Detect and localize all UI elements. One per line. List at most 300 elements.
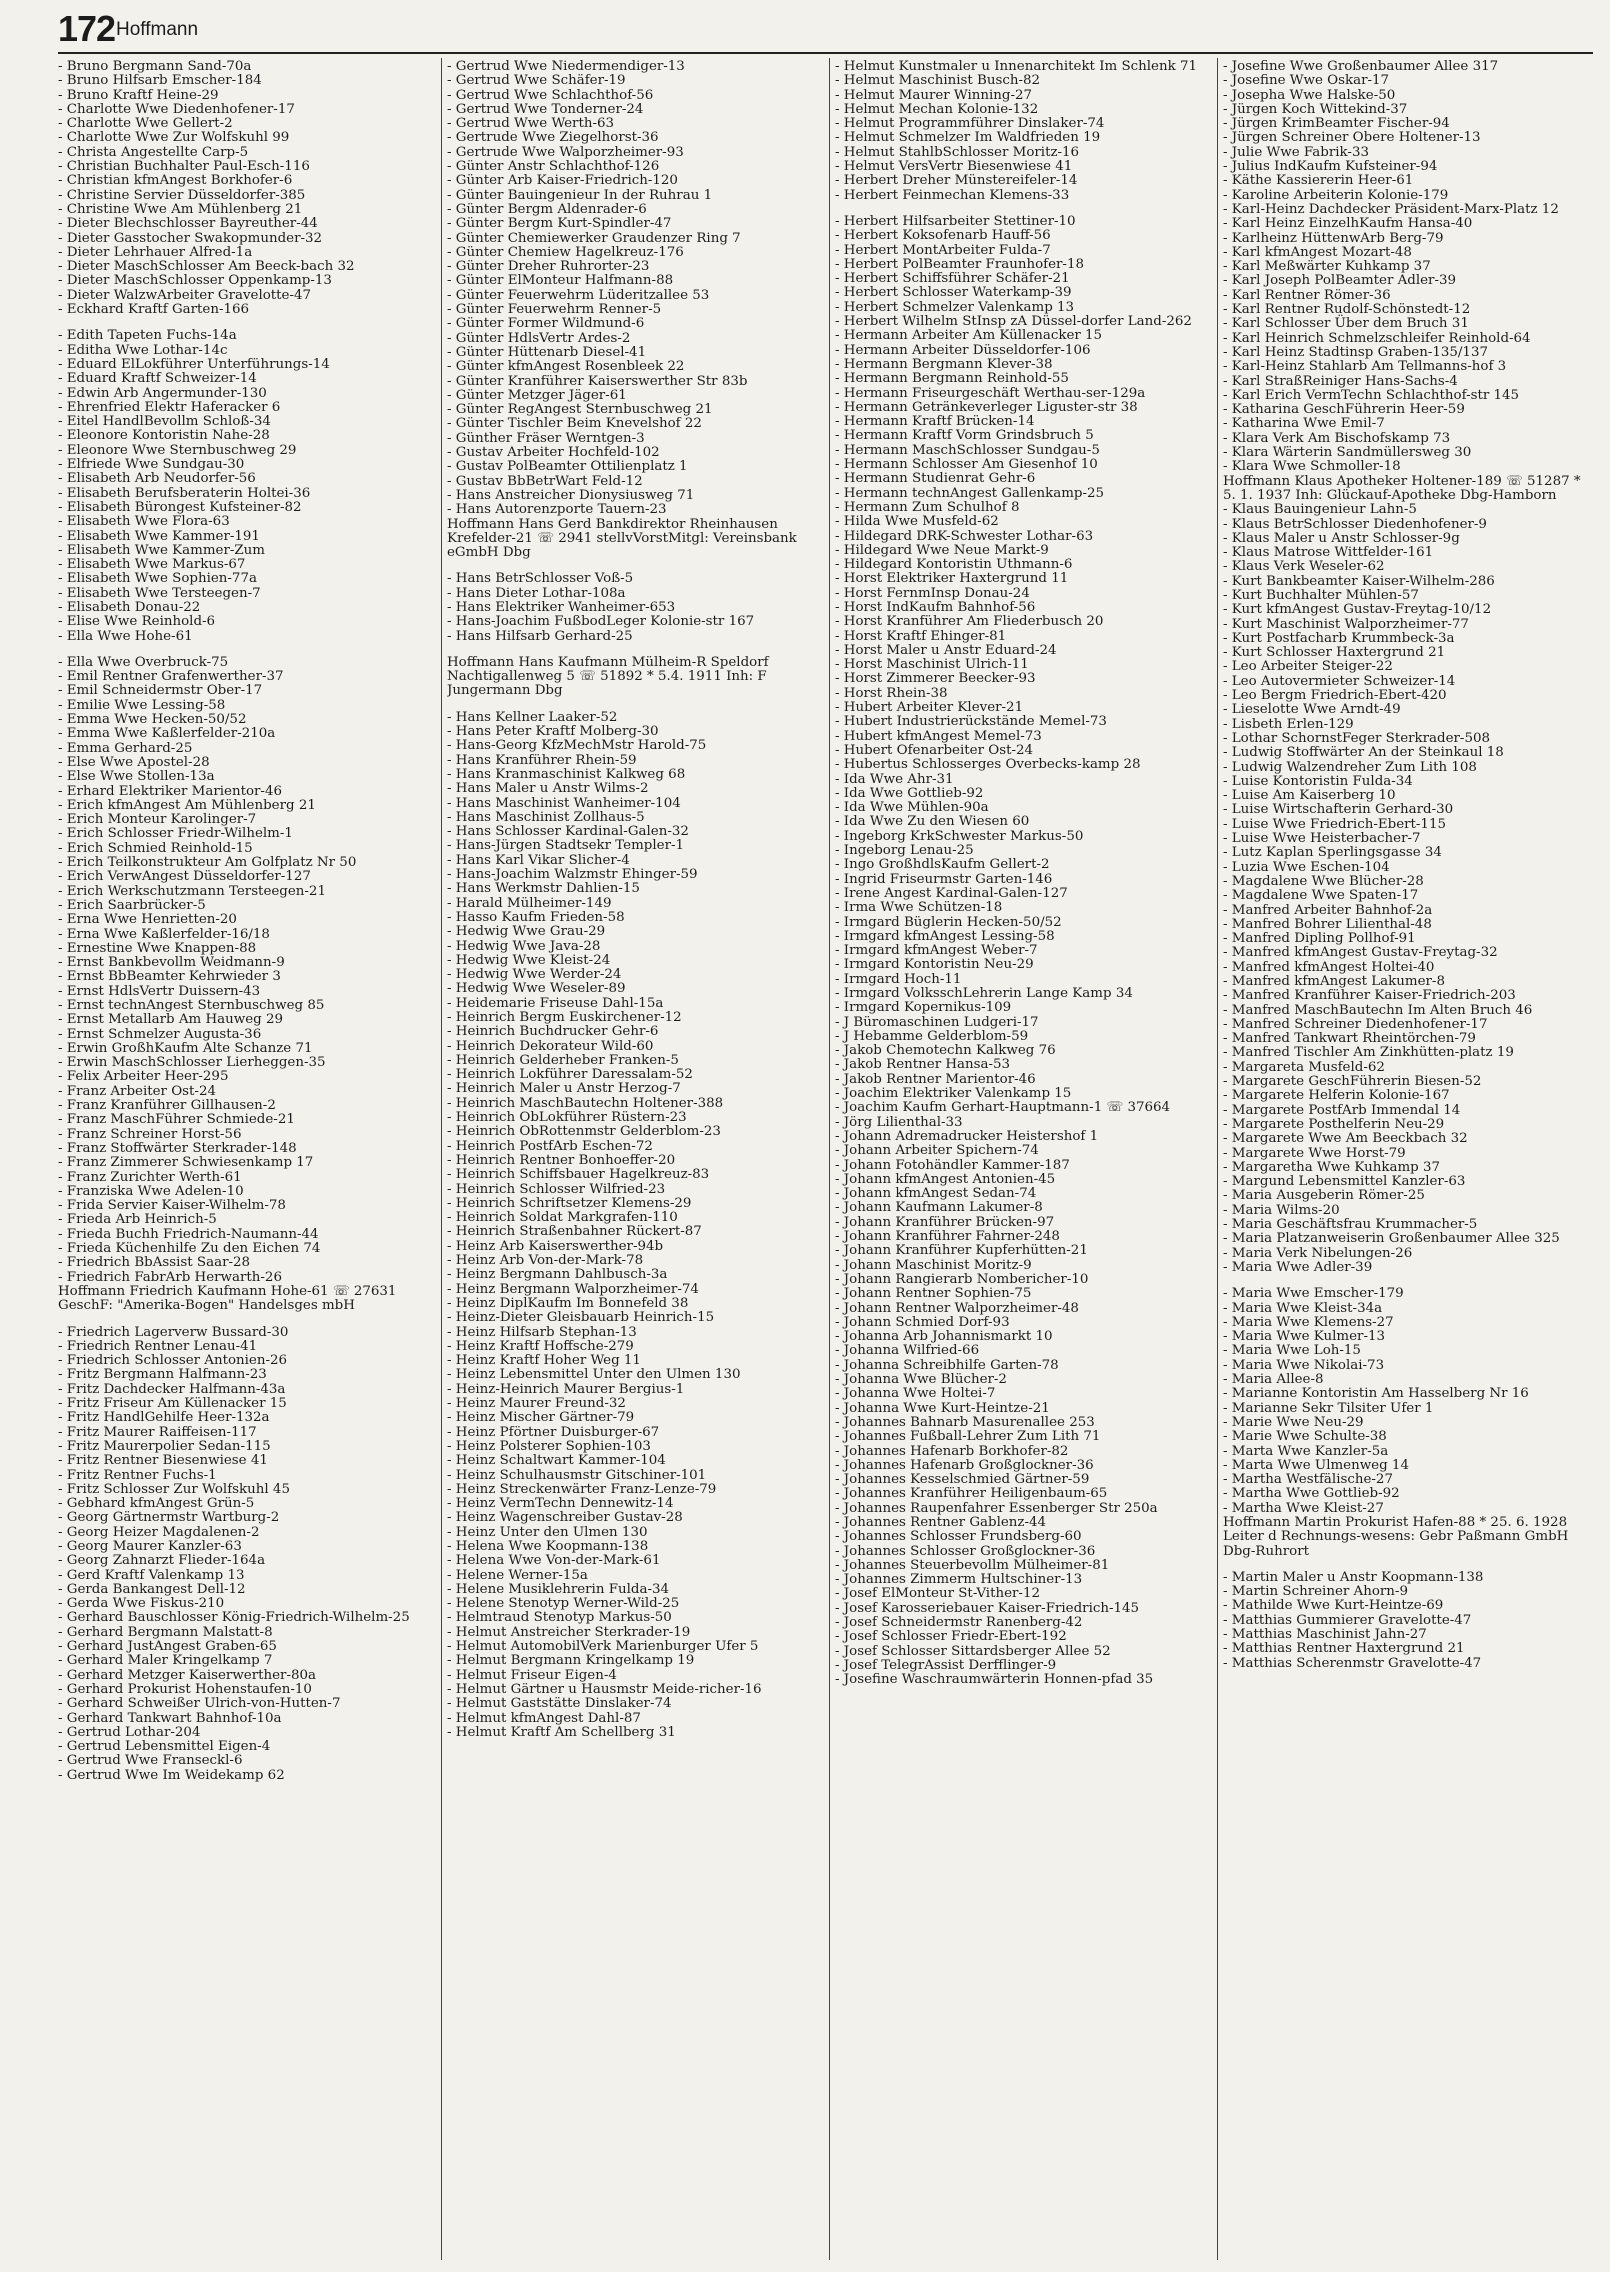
directory-entry: - Horst Kranführer Am Fliederbusch 20	[835, 614, 1104, 630]
directory-entry: - Helmut VersVertr Biesenwiese 41	[835, 159, 1073, 175]
directory-entry: - Franz Arbeiter Ost-24	[58, 1083, 217, 1099]
directory-entry: - Günter Feuerwehrm Renner-5	[447, 302, 662, 318]
directory-entry: - Herbert Dreher Münstereifeler-14	[835, 173, 1078, 189]
directory-entry: - Heinz Wagenschreiber Gustav-28	[447, 1510, 683, 1526]
directory-entry: - Günter Chemiew Hagelkreuz-176	[447, 244, 684, 260]
directory-entry: - Johannes Fußball-Lehrer Zum Lith 71	[835, 1429, 1101, 1445]
directory-entry: - Herbert Schiffsführer Schäfer-21	[835, 271, 1070, 287]
directory-entry: - Frieda Buchh Friedrich-Naumann-44	[58, 1226, 319, 1242]
directory-entry: - Josepha Wwe Halske-50	[1223, 87, 1396, 103]
directory-entry: - Johann Rangierarb Nombericher-10	[835, 1271, 1089, 1287]
directory-entry: - Gerhard Schweißer Ulrich-von-Hutten-7	[58, 1696, 341, 1712]
directory-entry: - Eckhard Kraftf Garten-166	[58, 302, 250, 318]
directory-entry: - Gerhard Maler Kringelkamp 7	[58, 1653, 273, 1669]
directory-entry: - Gerhard Metzger Kaiserwerther-80a	[58, 1667, 316, 1683]
directory-entry: - Hermann Schlosser Am Giesenhof 10	[835, 457, 1098, 473]
directory-entry: - Ida Wwe Ahr-31	[835, 771, 954, 787]
directory-entry: - Margaretha Wwe Kuhkamp 37	[1223, 1159, 1441, 1175]
directory-entry: - Helmut StahlbSchlosser Moritz-16	[835, 144, 1080, 160]
directory-entry: - Hilda Wwe Musfeld-62	[835, 514, 999, 530]
directory-entry: - Gustav BbBetrWart Feld-12	[447, 473, 643, 489]
directory-entry: - Kurt Bankbeamter Kaiser-Wilhelm-286	[1223, 573, 1495, 589]
directory-entry: - Heidemarie Friseuse Dahl-15a	[447, 995, 664, 1011]
directory-column-1	[58, 60, 436, 2262]
directory-entry: - Erna Wwe Kaßlerfelder-16/18	[58, 926, 270, 942]
directory-entry: - Gertrud Wwe Im Weidekamp 62	[58, 1767, 285, 1783]
directory-entry: - Horst Rhein-38	[835, 685, 948, 701]
directory-entry: - Klaus Matrose Wittfelder-161	[1223, 545, 1434, 561]
directory-entry: - Helmut Gaststätte Dinslaker-74	[447, 1696, 672, 1712]
directory-entry: - Franz MaschFührer Schmiede-21	[58, 1112, 295, 1128]
directory-entry: - Karl Heinz Stadtinsp Graben-135/137	[1223, 344, 1488, 360]
directory-entry: - Friedrich BbAssist Saar-28	[58, 1255, 251, 1271]
directory-entry: - Hermann Zum Schulhof 8	[835, 499, 1020, 515]
directory-entry: - Johanna Wilfried-66	[835, 1343, 980, 1359]
directory-entry: - Heinz Maurer Freund-32	[447, 1396, 626, 1412]
directory-entry: - Julius IndKaufm Kufsteiner-94	[1223, 159, 1438, 175]
directory-entry: - Josefine Wwe Oskar-17	[1223, 73, 1390, 89]
directory-entry: - Heinrich PostfArb Eschen-72	[447, 1138, 653, 1154]
directory-entry: - Hubert Industrierückstände Memel-73	[835, 714, 1107, 730]
directory-entry: - Günter kfmAngest Rosenbleek 22	[447, 359, 685, 375]
directory-entry: - Johanna Arb Johannismarkt 10	[835, 1329, 1053, 1345]
directory-entry: - Irmgard Büglerin Hecken-50/52	[835, 914, 1062, 930]
directory-entry: - Josef Schlosser Friedr-Ebert-192	[835, 1629, 1067, 1645]
directory-entry: - Bruno Kraftf Heine-29	[58, 87, 219, 103]
directory-entry: - Martin Maler u Anstr Koopmann-138	[1223, 1569, 1484, 1585]
directory-entry: - Matthias Rentner Haxtergrund 21	[1223, 1641, 1465, 1657]
directory-entry: - Hasso Kaufm Frieden-58	[447, 909, 625, 925]
directory-entry: - Erich Saarbrücker-5	[58, 897, 206, 913]
directory-entry: - Hedwig Wwe Grau-29	[447, 924, 606, 940]
running-head: Hoffmann	[116, 19, 199, 40]
directory-entry: - Manfred kfmAngest Lakumer-8	[1223, 974, 1445, 989]
directory-entry: - Jürgen Schreiner Obere Holtener-13	[1223, 130, 1481, 146]
directory-entry: - Erwin MaschSchlosser Lierheggen-35	[58, 1055, 326, 1071]
directory-entry: - Heinrich Schriftsetzer Klemens-29	[447, 1195, 692, 1211]
directory-entry: - Heinz Schulhausmstr Gitschiner-101	[447, 1467, 707, 1483]
directory-entry: - Gertrud Wwe Niedermendiger-13	[447, 60, 685, 74]
directory-entry: - Kurt kfmAngest Gustav-Freytag-10/12	[1223, 602, 1492, 618]
directory-entry: - Helmut Kunstmaler u Innenarchitekt Im Schlenk 71	[835, 60, 1197, 74]
directory-entry: - Heinz Mischer Gärtner-79	[447, 1410, 635, 1426]
directory-entry: - Lothar SchornstFeger Sterkrader-508	[1223, 730, 1491, 746]
directory-entry: - Maria Wwe Emscher-179	[1223, 1286, 1404, 1302]
directory-entry: - Helene Werner-15a	[447, 1567, 588, 1583]
directory-entry: - Johanna Schreibhilfe Garten-78	[835, 1357, 1059, 1373]
directory-entry: - Franz Schreiner Horst-56	[58, 1126, 242, 1142]
directory-entry: - Maria Geschäftsfrau Krummacher-5	[1223, 1217, 1478, 1233]
directory-entry: - Eleonore Wwe Sternbuschweg 29	[58, 442, 297, 458]
directory-entry: - Gustav Arbeiter Hochfeld-102	[447, 445, 660, 461]
directory-entry: - Hans Dieter Lothar-108a	[447, 585, 626, 601]
directory-entry: - Friedrich Rentner Lenau-41	[58, 1338, 258, 1354]
directory-entry: - Ida Wwe Zu den Wiesen 60	[835, 814, 1030, 830]
directory-main-entry: Hoffmann Friedrich Kaufmann Hohe-61 ☏ 27631 GeschF: "Amerika-Bogen" Handelsges mbH	[58, 1283, 397, 1314]
directory-entry: - Charlotte Wwe Diedenhofener-17	[58, 101, 295, 117]
directory-entry: - Herbert Koksofenarb Hauff-56	[835, 228, 1051, 244]
directory-entry: - Gerhard Bauschlosser König-Friedrich-Wilhelm-25	[58, 1610, 410, 1626]
directory-entry: - Johann Fotohändler Kammer-187	[835, 1157, 1070, 1173]
directory-entry: - Katharina GeschFührerin Heer-59	[1223, 402, 1465, 418]
directory-entry: - Johannes Hafenarb Borkhofer-82	[835, 1443, 1069, 1459]
directory-entry: - Erich Monteur Karolinger-7	[58, 812, 257, 828]
directory-entry: - Emma Gerhard-25	[58, 740, 193, 756]
directory-entry: - Fritz Friseur Am Küllenacker 15	[58, 1396, 287, 1412]
directory-entry: - Ernestine Wwe Knappen-88	[58, 940, 257, 956]
directory-entry: - Heinrich Schlosser Wilfried-23	[447, 1181, 666, 1197]
directory-entry: - Karl Meßwärter Kuhkamp 37	[1223, 259, 1431, 275]
directory-entry: - Ida Wwe Mühlen-90a	[835, 800, 989, 816]
directory-entry: - Luzia Wwe Eschen-104	[1223, 859, 1390, 875]
directory-entry: - Herbert Hilfsarbeiter Stettiner-10	[835, 213, 1076, 229]
directory-entry: - Jürgen Koch Wittekind-37	[1223, 101, 1408, 117]
directory-entry: - Elisabeth Donau-22	[58, 599, 201, 615]
directory-entry: - Friedrich FabrArb Herwarth-26	[58, 1269, 282, 1285]
directory-entry: - Irmgard Kopernikus-109	[835, 1000, 1012, 1016]
directory-entry: - Christian Buchhalter Paul-Esch-116	[58, 159, 310, 175]
directory-entry: - Ella Wwe Overbruck-75	[58, 654, 229, 670]
directory-entry: - Heinrich Bergm Euskirchener-12	[447, 1010, 682, 1025]
directory-entry: - Karl Erich VermTechn Schlachthof-str 145	[1223, 387, 1520, 403]
directory-entry: - Christine Wwe Am Mühlenberg 21	[58, 201, 303, 217]
directory-entry: - Harald Mülheimer-149	[447, 895, 612, 911]
directory-entry: - Herbert Schlosser Waterkamp-39	[835, 285, 1072, 301]
directory-entry: - Josefine Wwe Großenbaumer Allee 317	[1223, 60, 1499, 74]
directory-entry: - Fritz Dachdecker Halfmann-43a	[58, 1381, 286, 1397]
directory-entry: - Helmut AutomobilVerk Marienburger Ufer 5	[447, 1639, 759, 1655]
directory-entry: - Gerda Bankangest Dell-12	[58, 1581, 246, 1597]
directory-entry: - Erhard Elektriker Marientor-46	[58, 783, 282, 799]
directory-entry: - Hubert kfmAngest Memel-73	[835, 728, 1042, 744]
directory-entry: - Dieter WalzwArbeiter Gravelotte-47	[58, 287, 312, 303]
directory-entry: - Lieselotte Wwe Arndt-49	[1223, 702, 1401, 718]
directory-entry: - Matthias Gummierer Gravelotte-47	[1223, 1612, 1472, 1628]
directory-entry: - Johann Schmied Dorf-93	[835, 1314, 1010, 1330]
directory-entry: - Ingeborg Lenau-25	[835, 843, 974, 859]
directory-entry: - Gerd Kraftf Valenkamp 13	[58, 1567, 245, 1583]
directory-entry: - Elisabeth Wwe Flora-63	[58, 514, 230, 530]
directory-entry: - Josef ElMonteur St-Vither-12	[835, 1586, 1040, 1602]
directory-entry: - Johann Adremadrucker Heistershof 1	[835, 1128, 1099, 1144]
directory-entry: - Ingeborg KrkSchwester Markus-50	[835, 828, 1084, 844]
directory-entry: - Hermann MaschSchlosser Sundgau-5	[835, 442, 1100, 458]
directory-entry: - Heinz Bergmann Dahlbusch-3a	[447, 1267, 668, 1283]
directory-entry: - Johann Rentner Walporzheimer-48	[835, 1300, 1079, 1316]
directory-entry: - Günter HdlsVertr Ardes-2	[447, 330, 631, 346]
directory-entry: - Hans BetrSchlosser Voß-5	[447, 571, 634, 587]
directory-entry: - Hans-Georg KfzMechMstr Harold-75	[447, 738, 707, 754]
directory-entry: - Margund Lebensmittel Kanzler-63	[1223, 1174, 1466, 1190]
directory-entry: - Friedrich Schlosser Antonien-26	[58, 1353, 288, 1369]
directory-entry: - Johannes Steuerbevollm Mülheimer-81	[835, 1557, 1110, 1573]
directory-entry: - Hildegard DRK-Schwester Lothar-63	[835, 528, 1094, 544]
directory-entry: - Helmut Friseur Eigen-4	[447, 1667, 617, 1683]
directory-entry: - Hubert Ofenarbeiter Ost-24	[835, 742, 1034, 758]
directory-entry: - Hans Anstreicher Dionysiusweg 71	[447, 487, 695, 503]
directory-entry: - Gerda Wwe Fiskus-210	[58, 1596, 225, 1612]
directory-entry: - Gertrude Wwe Walporzheimer-93	[447, 144, 684, 160]
directory-entry: - Johannes Schlosser Großglockner-36	[835, 1543, 1096, 1559]
directory-entry: - Hermann Friseurgeschäft Werthau-ser-129a	[835, 385, 1146, 401]
directory-entry: - Dieter MaschSchlosser Oppenkamp-13	[58, 273, 332, 289]
directory-entry: - Johanna Wwe Blücher-2	[835, 1372, 1007, 1388]
directory-entry: - Heinrich Lokführer Daressalam-52	[447, 1067, 693, 1083]
directory-entry: - Marta Wwe Kanzler-5a	[1223, 1443, 1389, 1459]
directory-entry: - Johannes Kesselschmied Gärtner-59	[835, 1472, 1090, 1488]
directory-entry: - Günter Feuerwehrm Lüderitzallee 53	[447, 287, 710, 303]
directory-entry: - Heinrich MaschBautechn Holtener-388	[447, 1095, 724, 1111]
directory-entry: - Günter Anstr Schlachthof-126	[447, 159, 660, 175]
directory-entry: - Kurt Buchhalter Mühlen-57	[1223, 587, 1419, 603]
directory-entry: - Josef Schlosser Sittardsberger Allee 52	[835, 1643, 1111, 1659]
directory-entry: - Günter Tischler Beim Knevelshof 22	[447, 416, 702, 432]
directory-entry: - Maria Platzanweiserin Großenbaumer Allee 325	[1223, 1231, 1560, 1247]
directory-entry: - Johann Rentner Sophien-75	[835, 1286, 1032, 1302]
directory-entry: - Ehrenfried Elektr Haferacker 6	[58, 399, 281, 415]
directory-entry: - Karl Joseph PolBeamter Adler-39	[1223, 273, 1457, 289]
directory-entry: - Johannes Bahnarb Masurenallee 253	[835, 1414, 1095, 1430]
directory-entry: - Hermann Arbeiter Am Küllenacker 15	[835, 328, 1103, 344]
directory-entry: - Hans Kranführer Rhein-59	[447, 752, 637, 768]
directory-entry: - Hermann Studienrat Gehr-6	[835, 471, 1036, 487]
directory-entry: - Lutz Kaplan Sperlingsgasse 34	[1223, 845, 1442, 861]
directory-entry: - Hermann Kraftf Brücken-14	[835, 414, 1035, 430]
directory-entry: - Gertrud Wwe Franseckl-6	[58, 1753, 243, 1769]
directory-entry: - Luise Kontoristin Fulda-34	[1223, 773, 1413, 789]
directory-entry: - Georg Maurer Kanzler-63	[58, 1538, 242, 1554]
directory-entry: - Manfred Tischler Am Zinkhütten-platz 19	[1223, 1045, 1514, 1061]
directory-entry: - Karl StraßReiniger Hans-Sachs-4	[1223, 373, 1458, 389]
directory-entry: - Bruno Bergmann Sand-70a	[58, 60, 252, 74]
directory-entry: - Erich Schmied Reinhold-15	[58, 840, 253, 856]
directory-entry: - Leo Arbeiter Steiger-22	[1223, 659, 1393, 675]
directory-entry: - Klara Wärterin Sandmüllersweg 30	[1223, 445, 1472, 461]
directory-entry: - Jakob Rentner Marientor-46	[835, 1071, 1036, 1087]
directory-entry: - Leo Autovermieter Schweizer-14	[1223, 673, 1456, 689]
directory-entry: - Helmut Schmelzer Im Waldfrieden 19	[835, 130, 1101, 146]
directory-entry: - Friedrich Lagerverw Bussard-30	[58, 1324, 289, 1340]
directory-entry: - Karl Rentner Römer-36	[1223, 287, 1391, 303]
directory-entry: - Hans Werkmstr Dahlien-15	[447, 881, 640, 897]
directory-entry: - Ernst technAngest Sternbuschweg 85	[58, 998, 325, 1013]
directory-entry: - Heinrich ObRottenmstr Gelderblom-23	[447, 1124, 721, 1140]
directory-entry: - Irmgard Kontoristin Neu-29	[835, 957, 1034, 973]
directory-entry: - Herbert Wilhelm StInsp zA Düssel-dorfer Land-262	[835, 314, 1192, 330]
directory-entry: - Franziska Wwe Adelen-10	[58, 1183, 244, 1199]
directory-entry: - Heinz Kraftf Hoffsche-279	[447, 1338, 634, 1354]
directory-entry: - Heinz-Heinrich Maurer Bergius-1	[447, 1381, 685, 1397]
directory-entry: - Emma Wwe Hecken-50/52	[58, 712, 247, 728]
column-rule	[829, 58, 830, 2260]
directory-entry: - Marie Wwe Neu-29	[1223, 1414, 1364, 1430]
directory-entry: - Hans-Joachim Walzmstr Ehinger-59	[447, 867, 698, 883]
directory-entry: - Hans Karl Vikar Slicher-4	[447, 852, 630, 868]
directory-entry: - Edwin Arb Angermunder-130	[58, 385, 267, 401]
directory-entry: - Hedwig Wwe Kleist-24	[447, 952, 611, 968]
directory-entry: - Hermann Getränkeverleger Liguster-str 38	[835, 399, 1138, 415]
directory-entry: - Johannes Zimmerm Hultschiner-13	[835, 1572, 1083, 1588]
directory-entry: - Heinz Bergmann Walporzheimer-74	[447, 1281, 699, 1297]
directory-entry: - Dieter MaschSchlosser Am Beeck-bach 32	[58, 259, 355, 275]
directory-entry: - Horst Maler u Anstr Eduard-24	[835, 642, 1057, 658]
directory-entry: - Maria Wwe Kulmer-13	[1223, 1329, 1386, 1345]
directory-entry: - Günter RegAngest Sternbuschweg 21	[447, 402, 713, 418]
directory-entry: - Gertrud Wwe Werth-63	[447, 116, 615, 132]
directory-entry: - Elisabeth Wwe Sophien-77a	[58, 571, 257, 587]
directory-entry: - Fritz Rentner Biesenwiese 41	[58, 1453, 268, 1469]
directory-entry: - Ludwig Walzendreher Zum Lith 108	[1223, 759, 1477, 775]
directory-entry: - Hermann Bergmann Reinhold-55	[835, 371, 1069, 387]
directory-entry: - Günter Bergm Aldenrader-6	[447, 201, 647, 217]
directory-entry: - Helena Wwe Koopmann-138	[447, 1538, 649, 1554]
directory-entry: - Margarete Posthelferin Neu-29	[1223, 1116, 1445, 1132]
directory-entry: - Jakob Rentner Hansa-53	[835, 1057, 1011, 1073]
directory-entry: - Helmut Bergmann Kringelkamp 19	[447, 1653, 695, 1669]
directory-entry: - Karlheinz HüttenwArb Berg-79	[1223, 230, 1444, 246]
directory-entry: - Elisabeth Berufsberaterin Holtei-36	[58, 485, 311, 501]
directory-entry: - Charlotte Wwe Zur Wolfskuhl 99	[58, 130, 290, 146]
directory-column-4	[1223, 60, 1591, 2262]
directory-entry: - Herbert MontArbeiter Fulda-7	[835, 242, 1051, 258]
directory-entry: - Erich Teilkonstrukteur Am Golfplatz Nr 50	[58, 855, 357, 871]
directory-main-entry: Hoffmann Hans Gerd Bankdirektor Rheinhausen Krefelder-21 ☏ 2941 stellvVorstMitgl: Vereinsbank eGmbH Dbg	[447, 516, 797, 561]
directory-entry: - Helmut Kraftf Am Schellberg 31	[447, 1724, 676, 1740]
directory-entry: - Heinz Arb Kaiserswerther-94b	[447, 1238, 664, 1254]
column-rule	[1217, 58, 1218, 2260]
directory-main-entry: Hoffmann Klaus Apotheker Holtener-189 ☏ 51287 * 5. 1. 1937 Inh: Glückauf-Apotheke Dbg-Hamborn	[1223, 473, 1581, 503]
directory-entry: - Charlotte Wwe Gellert-2	[58, 116, 233, 132]
directory-entry: - Karl-Heinz Dachdecker Präsident-Marx-Platz 12	[1223, 201, 1559, 217]
directory-entry: - Helene Musiklehrerin Fulda-34	[447, 1581, 670, 1597]
directory-entry: - J Büromaschinen Ludgeri-17	[835, 1014, 1039, 1030]
directory-entry: - Manfred Tankwart Rheintörchen-79	[1223, 1031, 1476, 1047]
directory-entry: - Ernst Bankbevollm Weidmann-9	[58, 955, 285, 971]
directory-entry: - Klaus Verk Weseler-62	[1223, 559, 1385, 575]
directory-entry: - Gertrud Lothar-204	[58, 1724, 201, 1740]
directory-entry: - Manfred kfmAngest Gustav-Freytag-32	[1223, 945, 1498, 961]
directory-entry: - Franz Zurichter Werth-61	[58, 1169, 242, 1185]
directory-entry: - Maria Wwe Adler-39	[1223, 1259, 1373, 1275]
directory-entry: - Heinz Lebensmittel Unter den Ulmen 130	[447, 1367, 741, 1383]
directory-entry: - Johannes Rentner Gablenz-44	[835, 1514, 1047, 1530]
directory-entry: - Horst Elektriker Haxtergrund 11	[835, 571, 1069, 587]
directory-entry: - Emil Rentner Grafenwerther-37	[58, 669, 284, 685]
directory-entry: - Martha Westfälische-27	[1223, 1472, 1393, 1488]
directory-entry: - Marianne Sekr Tilsiter Ufer 1	[1223, 1400, 1434, 1416]
directory-entry: - Ernst HdlsVertr Duissern-43	[58, 983, 261, 999]
directory-entry: - Maria Wwe Kleist-34a	[1223, 1300, 1383, 1316]
directory-entry: - Gertrud Wwe Schäfer-19	[447, 73, 626, 89]
directory-entry: - Marie Wwe Schulte-38	[1223, 1429, 1387, 1445]
directory-entry: - Erich Schlosser Friedr-Wilhelm-1	[58, 826, 293, 842]
directory-entry: - Manfred kfmAngest Holtei-40	[1223, 959, 1435, 975]
directory-entry: - Hans Maler u Anstr Wilms-2	[447, 781, 649, 797]
directory-entry: - Martha Wwe Kleist-27	[1223, 1500, 1384, 1516]
directory-entry: - Fritz Schlosser Zur Wolfskuhl 45	[58, 1481, 290, 1497]
directory-entry: - Fritz HandlGehilfe Heer-132a	[58, 1410, 270, 1426]
directory-entry: - Hermann Bergmann Klever-38	[835, 356, 1053, 372]
directory-entry: - Heinz VermTechn Dennewitz-14	[447, 1496, 674, 1512]
directory-entry: - Gerhard Bergmann Malstatt-8	[58, 1624, 273, 1640]
directory-entry: - Margarete PostfArb Immendal 14	[1223, 1102, 1461, 1118]
directory-entry: - J Hebamme Gelderblom-59	[835, 1028, 1029, 1044]
directory-entry: - Eitel HandlBevollm Schloß-34	[58, 414, 271, 430]
directory-entry: - Johannes Hafenarb Großglockner-36	[835, 1457, 1094, 1473]
directory-entry: - Gertrud Wwe Tonderner-24	[447, 101, 644, 117]
directory-entry: - Katharina Wwe Emil-7	[1223, 416, 1385, 432]
directory-entry: - Erich Werkschutzmann Tersteegen-21	[58, 883, 326, 899]
directory-entry: - Kurt Postfacharb Krummbeck-3a	[1223, 630, 1455, 646]
directory-entry: - Margarete Wwe Horst-79	[1223, 1145, 1406, 1161]
directory-entry: - Käthe Kassiererin Heer-61	[1223, 173, 1414, 189]
directory-entry: - Erich VerwAngest Düsseldorfer-127	[58, 869, 311, 885]
directory-entry: - Irene Angest Kardinal-Galen-127	[835, 885, 1068, 901]
directory-entry: - Irmgard Hoch-11	[835, 971, 962, 987]
directory-entry: - Hildegard Kontoristin Uthmann-6	[835, 557, 1073, 573]
directory-entry: - Manfred Dipling Pollhof-91	[1223, 931, 1416, 947]
directory-entry: - Frieda Arb Heinrich-5	[58, 1212, 217, 1228]
entry-spacer	[58, 1314, 436, 1326]
directory-entry: - Johann Maschinist Moritz-9	[835, 1257, 1032, 1273]
directory-entry: - Klaus Maler u Anstr Schlosser-9g	[1223, 530, 1460, 546]
directory-entry: - Heinz Hilfsarb Stephan-13	[447, 1324, 637, 1340]
directory-entry: - Josef TelegrAssist Derfflinger-9	[835, 1657, 1057, 1673]
directory-entry: - Jürgen KrimBeamter Fischer-94	[1223, 116, 1450, 132]
directory-main-entry: Hoffmann Martin Prokurist Hafen-88 * 25. 6. 1928 Leiter d Rechnungs-wesens: Gebr Paßmann GmbH Dbg-Ruhrort	[1223, 1514, 1569, 1559]
directory-entry: - Gerhard Tankwart Bahnhof-10a	[58, 1710, 282, 1726]
directory-entry: - Hans Maschinist Zollhaus-5	[447, 809, 645, 825]
directory-entry: - Helmut Anstreicher Sterkrader-19	[447, 1624, 691, 1640]
directory-entry: - Hedwig Wwe Weseler-89	[447, 981, 626, 997]
directory-entry: - Editha Wwe Lothar-14c	[58, 342, 228, 358]
directory-entry: - Heinrich Soldat Markgrafen-110	[447, 1210, 678, 1226]
directory-entry: - Manfred MaschBautechn Im Alten Bruch 46	[1223, 1002, 1533, 1018]
directory-entry: - Christian kfmAngest Borkhofer-6	[58, 173, 293, 189]
directory-entry: - Eleonore Kontoristin Nahe-28	[58, 428, 270, 444]
directory-entry: - Günter Metzger Jäger-61	[447, 387, 627, 403]
directory-entry: - Heinrich Dekorateur Wild-60	[447, 1038, 654, 1054]
directory-entry: - Eduard Kraftf Schweizer-14	[58, 371, 257, 387]
directory-entry: - Johanna Wwe Holtei-7	[835, 1386, 996, 1402]
directory-entry: - Klaus Bauingenieur Lahn-5	[1223, 502, 1417, 518]
directory-entry: - Erna Wwe Henrietten-20	[58, 912, 237, 928]
directory-entry: - Fritz Maurer Raiffeisen-117	[58, 1424, 257, 1440]
directory-entry: - Leo Bergm Friedrich-Ebert-420	[1223, 688, 1447, 704]
directory-entry: - Horst Maschinist Ulrich-11	[835, 657, 1029, 673]
directory-entry: - Günther Fräser Werntgen-3	[447, 430, 645, 446]
directory-entry: - Frieda Küchenhilfe Zu den Eichen 74	[58, 1241, 321, 1257]
directory-entry: - Gebhard kfmAngest Grün-5	[58, 1496, 255, 1512]
entry-spacer	[447, 699, 825, 711]
directory-entry: - Günter Bergm Kurt-Spindler-47	[447, 216, 672, 232]
directory-entry: - Gerhard JustAngest Graben-65	[58, 1639, 277, 1655]
directory-entry: - Johannes Schlosser Frundsberg-60	[835, 1529, 1082, 1545]
directory-entry: - Erwin GroßhKaufm Alte Schanze 71	[58, 1040, 313, 1056]
directory-column-3	[835, 60, 1213, 2262]
directory-entry: - Herbert Feinmechan Klemens-33	[835, 187, 1070, 203]
directory-entry: - Hermann Kraftf Vorm Grindsbruch 5	[835, 428, 1094, 444]
directory-entry: - Ernst Schmelzer Augusta-36	[58, 1026, 262, 1042]
directory-entry: - Helmut Maschinist Busch-82	[835, 73, 1041, 89]
directory-entry: - Christine Servier Düsseldorfer-385	[58, 187, 306, 203]
directory-entry: - Ludwig Stoffwärter An der Steinkaul 18	[1223, 745, 1504, 761]
directory-entry: - Hubertus Schlosserges Overbecks-kamp 28	[835, 757, 1141, 773]
directory-entry: - Hans Kellner Laaker-52	[447, 709, 618, 725]
directory-entry: - Franz Zimmerer Schwiesenkamp 17	[58, 1155, 314, 1171]
directory-entry: - Heinz-Dieter Gleisbauarb Heinrich-15	[447, 1310, 715, 1326]
directory-entry: - Karl Schlosser Über dem Bruch 31	[1223, 316, 1469, 332]
